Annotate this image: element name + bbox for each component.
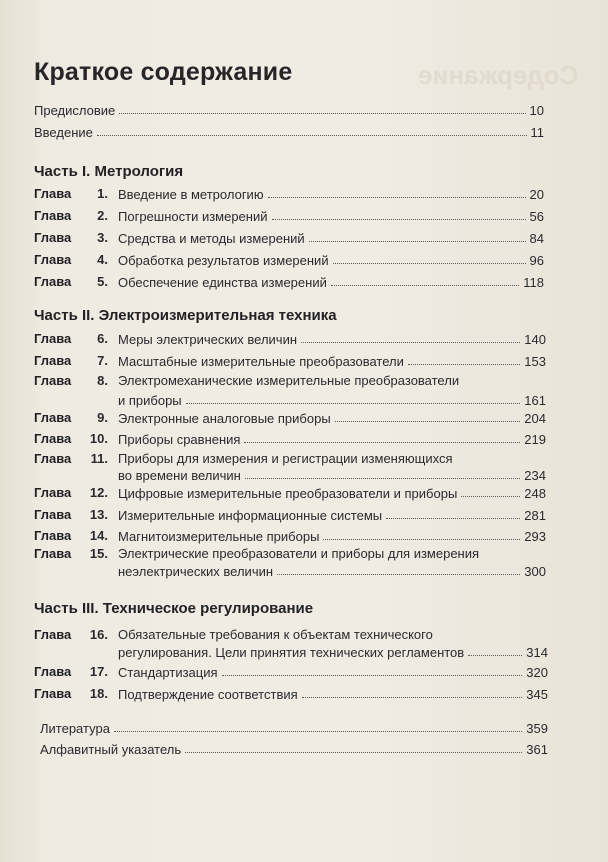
chapter-title: Цифровые измерительные преобразователи и приборы xyxy=(118,486,458,501)
chapter-page: 161 xyxy=(524,393,546,408)
chapter-page: 300 xyxy=(524,564,546,579)
entry-label: Литература xyxy=(40,721,110,736)
chapter-title: Приборы сравнения xyxy=(118,432,241,447)
chapter-page: 248 xyxy=(524,486,546,501)
chapter-word: Глава xyxy=(34,230,72,245)
chapter-word: Глава xyxy=(34,507,72,522)
chapter-word: Глава xyxy=(34,410,72,425)
entry-page: 11 xyxy=(530,125,544,140)
dot-leader xyxy=(245,477,520,479)
chapter-title: Обязательные требования к объектам технического xyxy=(118,627,433,642)
chapter-page: 314 xyxy=(526,645,548,660)
dot-leader xyxy=(331,284,519,286)
dot-leader xyxy=(244,441,520,443)
chapter-word: Глава xyxy=(34,431,72,446)
dot-leader xyxy=(277,573,520,575)
toc-entry-index[interactable] xyxy=(40,737,548,757)
part-heading: Часть III. Техническое регулирование xyxy=(34,600,314,617)
chapter-number: 3. xyxy=(97,230,108,245)
chapter-title-cont: во времени величин xyxy=(118,468,241,483)
chapter-word: Глава xyxy=(34,485,72,500)
chapter-number: 12. xyxy=(89,485,108,500)
chapter-title: Средства и методы измерений xyxy=(118,231,305,246)
chapter-title: Приборы для измерения и регистрации изменяющихся xyxy=(118,451,453,466)
chapter-page: 293 xyxy=(524,529,546,544)
chapter-title: Меры электрических величин xyxy=(118,332,298,347)
chapter-page: 320 xyxy=(526,665,548,680)
dot-leader xyxy=(386,517,520,519)
dot-leader xyxy=(114,730,522,732)
chapter-page: 345 xyxy=(526,687,548,702)
chapter-number: 2. xyxy=(97,208,108,223)
chapter-page: 20 xyxy=(529,187,544,202)
chapter-number: 15. xyxy=(89,546,108,561)
dot-leader xyxy=(468,654,522,656)
chapter-word: Глава xyxy=(34,546,72,561)
dot-leader xyxy=(185,751,522,753)
chapter-word: Глава xyxy=(34,686,72,701)
dot-leader xyxy=(301,341,520,343)
chapter-number: 13. xyxy=(89,507,108,522)
dot-leader xyxy=(268,196,526,198)
chapter-word: Глава xyxy=(34,353,72,368)
chapter-number: 6. xyxy=(97,331,108,346)
chapter-number: 14. xyxy=(89,528,108,543)
chapter-word: Глава xyxy=(34,451,72,466)
chapter-word: Глава xyxy=(34,331,72,346)
chapter-page: 153 xyxy=(524,354,546,369)
chapter-word: Глава xyxy=(34,373,72,388)
chapter-page: 56 xyxy=(529,209,544,224)
entry-page: 10 xyxy=(529,103,544,118)
dot-leader xyxy=(333,262,526,264)
part-heading: Часть I. Метрология xyxy=(34,163,184,180)
dot-leader xyxy=(186,402,521,404)
chapter-title: Погрешности измерений xyxy=(118,209,268,224)
entry-label: Алфавитный указатель xyxy=(40,742,182,757)
chapter-title: Электронные аналоговые приборы xyxy=(118,411,331,426)
chapter-page: 118 xyxy=(523,275,544,290)
entry-page: 359 xyxy=(526,721,548,736)
chapter-number: 7. xyxy=(97,353,108,368)
chapter-number: 4. xyxy=(97,252,108,267)
chapter-number: 10. xyxy=(89,431,108,446)
chapter-page: 204 xyxy=(524,411,546,426)
chapter-number: 9. xyxy=(97,410,108,425)
bleed-through-text: Содержание xyxy=(417,60,578,90)
chapter-title-cont: регулирования. Цели принятия технических регламентов xyxy=(118,645,465,660)
chapter-word: Глава xyxy=(34,252,72,267)
chapter-number: 16. xyxy=(89,627,108,642)
chapter-word: Глава xyxy=(34,627,72,642)
chapter-title-cont: неэлектрических величин xyxy=(118,564,274,579)
chapter-word: Глава xyxy=(34,208,72,223)
chapter-page: 96 xyxy=(529,253,544,268)
part-heading: Часть II. Электроизмерительная техника xyxy=(34,307,337,324)
chapter-page: 281 xyxy=(524,508,546,523)
entry-label: Предисловие xyxy=(34,103,116,118)
entry-page: 361 xyxy=(526,742,548,757)
chapter-title-cont: и приборы xyxy=(118,393,182,408)
chapter-page: 84 xyxy=(529,231,544,246)
chapter-title: Электромеханические измерительные преобразователи xyxy=(118,373,460,388)
dot-leader xyxy=(461,495,520,497)
chapter-page: 219 xyxy=(524,432,546,447)
dot-leader xyxy=(222,674,523,676)
chapter-word: Глава xyxy=(34,274,72,289)
dot-leader xyxy=(309,240,526,242)
chapter-title: Измерительные информационные системы xyxy=(118,508,383,523)
toc-entry-preface[interactable] xyxy=(34,98,544,118)
chapter-number: 5. xyxy=(97,274,108,289)
chapter-word: Глава xyxy=(34,528,72,543)
dot-leader xyxy=(97,134,527,136)
toc-entry-literature[interactable] xyxy=(40,716,548,736)
page-title: Краткое содержание xyxy=(34,58,293,86)
chapter-title: Масштабные измерительные преобразователи xyxy=(118,354,404,369)
dot-leader xyxy=(408,363,520,365)
chapter-title: Магнитоизмерительные приборы xyxy=(118,529,320,544)
chapter-number: 17. xyxy=(89,664,108,679)
dot-leader xyxy=(302,696,523,698)
chapter-number: 11. xyxy=(90,451,108,466)
chapter-page: 140 xyxy=(524,332,546,347)
chapter-word: Глава xyxy=(34,186,72,201)
chapter-title: Стандартизация xyxy=(118,665,218,680)
chapter-title: Электрические преобразователи и приборы для измерения xyxy=(118,546,480,561)
chapter-number: 1. xyxy=(97,186,108,201)
dot-leader xyxy=(119,112,525,114)
chapter-title: Введение в метрологию xyxy=(118,187,264,202)
dot-leader xyxy=(335,420,521,422)
chapter-number: 18. xyxy=(89,686,108,701)
chapter-title: Обеспечение единства измерений xyxy=(118,275,327,290)
chapter-word: Глава xyxy=(34,664,72,679)
chapter-title: Подтверждение соответствия xyxy=(118,687,298,702)
entry-label: Введение xyxy=(34,125,93,140)
dot-leader xyxy=(323,538,520,540)
toc-entry-intro[interactable] xyxy=(34,120,544,140)
chapter-page: 234 xyxy=(524,468,546,483)
chapter-number: 8. xyxy=(97,373,108,388)
dot-leader xyxy=(272,218,526,220)
chapter-title: Обработка результатов измерений xyxy=(118,253,329,268)
